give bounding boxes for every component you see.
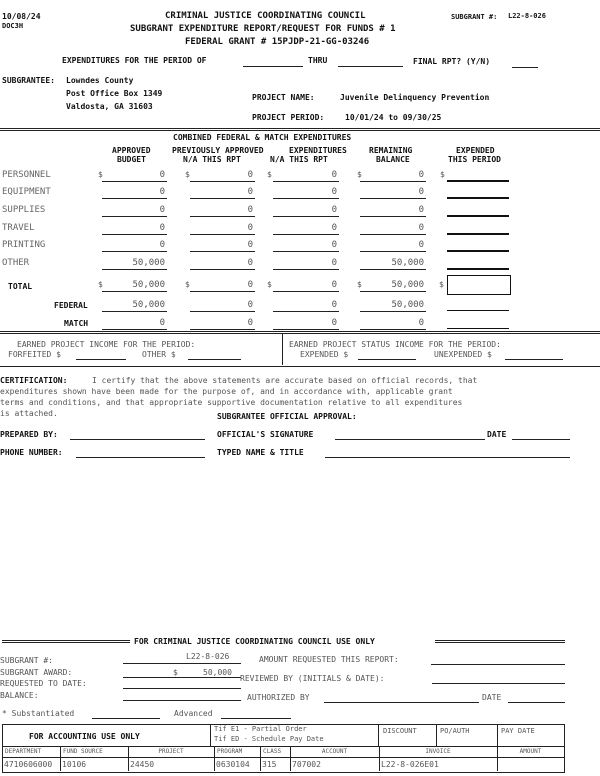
total-cell: 0 (247, 280, 253, 290)
signature-date-field[interactable] (512, 439, 570, 440)
acct-col-divider (290, 746, 291, 771)
reviewed-by-field[interactable] (432, 683, 565, 684)
table-cell: 50,000 (391, 258, 424, 268)
official-approval-label: SUBGRANTEE OFFICIAL APPROVAL: (217, 412, 357, 421)
cell-underline (360, 198, 426, 199)
acct-header: CLASS (263, 748, 282, 755)
cjcc-subgrant-value: L22-8-026 (186, 652, 230, 661)
table-cell: 0 (159, 205, 165, 215)
period-end-field[interactable] (338, 66, 403, 67)
table-section-title: COMBINED FEDERAL & MATCH EXPENDITURES (173, 133, 352, 142)
total-cell: 0 (331, 280, 337, 290)
cell-underline (190, 291, 255, 292)
cell-underline (273, 216, 339, 217)
table-cell: 0 (331, 205, 337, 215)
cell-underline (102, 198, 167, 199)
col-previously-1: PREVIOUSLY APPROVED (172, 146, 264, 155)
phone-number-label: PHONE NUMBER: (0, 448, 63, 457)
currency-sign: $ (98, 280, 103, 289)
federal-cell: 50,000 (391, 300, 424, 310)
table-cell: 0 (418, 205, 424, 215)
cell-underline (190, 234, 255, 235)
acct-col-divider (497, 746, 498, 771)
federal-cell: 50,000 (132, 300, 165, 310)
advanced-field[interactable] (221, 718, 291, 719)
match-cell: 0 (247, 318, 253, 328)
cell-underline (360, 329, 426, 330)
subgrant-label: SUBGRANT #: (451, 13, 498, 21)
expended-income-field[interactable] (358, 359, 416, 360)
currency-sign: $ (267, 170, 272, 179)
match-label: MATCH (64, 319, 89, 328)
acct-value: 315 (262, 760, 277, 769)
cell-underline (273, 329, 339, 330)
cell-underline (360, 269, 426, 270)
total-cell: 50,000 (391, 280, 424, 290)
period-start-field[interactable] (243, 66, 303, 67)
acct-value: 24450 (130, 760, 155, 769)
cjcc-subgrant-line (123, 663, 241, 664)
table-cell: 0 (247, 223, 253, 233)
table-cell: 0 (247, 240, 253, 250)
acct-header-rule (2, 746, 564, 747)
typed-name-field[interactable] (325, 457, 570, 458)
total-cell: 50,000 (132, 280, 165, 290)
federal-label: FEDERAL (54, 301, 88, 310)
currency-sign: $ (267, 280, 272, 289)
certification-label: CERTIFICATION: (0, 376, 68, 385)
table-cell: 0 (159, 187, 165, 197)
earned-income-title: EARNED PROJECT INCOME FOR THE PERIOD: (17, 340, 196, 349)
acct-col-divider (260, 746, 261, 771)
cell-underline (273, 251, 339, 252)
balance-field[interactable] (123, 700, 241, 701)
cell-underline (102, 234, 167, 235)
cell-underline (360, 216, 426, 217)
table-cell: 0 (418, 187, 424, 197)
subgrantee-address1: Post Office Box 1349 (66, 89, 163, 98)
table-cell: 0 (159, 170, 165, 180)
cell-underline (273, 291, 339, 292)
table-cell: 0 (418, 223, 424, 233)
row-label: EQUIPMENT (2, 187, 51, 197)
match-cell: 0 (159, 318, 165, 328)
expended-field[interactable] (447, 233, 509, 235)
certification-line3: terms and conditions, and that appropriate supportive documentation relative to all expenditures (0, 398, 463, 407)
currency-sign: $ (98, 170, 103, 179)
cell-underline (102, 269, 167, 270)
table-cell: 50,000 (132, 258, 165, 268)
expended-field[interactable] (447, 215, 509, 217)
signature-date-label: DATE (487, 430, 507, 439)
authorized-date-field[interactable] (508, 702, 565, 703)
acct-header: PROGRAM (217, 748, 243, 755)
forfeited-field[interactable] (76, 359, 126, 360)
amount-requested-field[interactable] (431, 664, 565, 665)
cell-underline (190, 251, 255, 252)
acct-col-divider (60, 746, 61, 771)
cell-underline (190, 269, 255, 270)
accounting-title: FOR ACCOUNTING USE ONLY (29, 732, 140, 741)
cell-underline (273, 269, 339, 270)
acct-value: 10106 (62, 760, 87, 769)
award-value: 50,000 (203, 668, 232, 677)
table-bottom-rule (0, 331, 600, 334)
expended-field[interactable] (447, 328, 509, 329)
report-date: 10/08/24 (2, 12, 41, 21)
expended-field[interactable] (447, 268, 509, 270)
acct-header: ACCOUNT (321, 748, 348, 755)
table-cell: 0 (247, 187, 253, 197)
cell-underline (102, 311, 167, 312)
acct-value: 707002 (292, 760, 321, 769)
expended-field[interactable] (447, 180, 509, 182)
tif-e1: Tif E1 - Partial Order (214, 725, 307, 733)
cell-underline (360, 311, 426, 312)
cjcc-rule-right (435, 640, 565, 643)
table-cell: 0 (247, 205, 253, 215)
income-bottom-rule (0, 366, 600, 367)
currency-sign: $ (357, 280, 362, 289)
typed-name-label: TYPED NAME & TITLE (217, 448, 304, 457)
table-cell: 0 (418, 240, 424, 250)
expenditures-period-label: EXPENDITURES FOR THE PERIOD OF (62, 56, 207, 65)
currency-sign: $ (185, 170, 190, 179)
federal-grant: FEDERAL GRANT # 15PJDP-21-GG-03246 (185, 37, 370, 47)
acct-value: L22-8-026E01 (381, 760, 439, 769)
cell-underline (273, 234, 339, 235)
acct-header: PROJECT (158, 748, 184, 755)
cell-underline (273, 181, 339, 182)
table-cell: 0 (331, 223, 337, 233)
prepared-by-field[interactable] (70, 439, 205, 440)
substantiated-field[interactable] (92, 718, 160, 719)
match-cell: 0 (418, 318, 424, 328)
income-divider (282, 333, 283, 365)
table-top-rule (0, 128, 600, 131)
cell-underline (102, 216, 167, 217)
row-label: OTHER (2, 258, 30, 268)
other-income-label: OTHER $ (142, 350, 176, 359)
cell-underline (102, 251, 167, 252)
col-expended-1: EXPENDED (456, 146, 495, 155)
cell-underline (360, 251, 426, 252)
official-signature-field[interactable] (335, 439, 485, 440)
acct-header: INVOICE (425, 748, 451, 755)
status-income-title: EARNED PROJECT STATUS INCOME FOR THE PERIOD: (289, 340, 501, 349)
acct-header: FUND SOURCE (63, 748, 103, 755)
award-line (123, 677, 241, 678)
acct-value: 4710606000 (4, 760, 53, 769)
tif-ed: Tif ED - Schedule Pay Date (214, 735, 324, 743)
project-name: Juvenile Delinquency Prevention (340, 93, 490, 102)
col-approved-1: APPROVED (112, 146, 151, 155)
certification-line2: expenditures shown have been made for the purpose of, and in accordance with, applicable grant (0, 387, 453, 396)
match-cell: 0 (331, 318, 337, 328)
acct-col-divider (379, 746, 380, 771)
cjcc-subgrant-label: SUBGRANT #: (0, 656, 53, 665)
federal-cell: 0 (247, 300, 253, 310)
requested-to-date-field[interactable] (123, 688, 241, 689)
table-cell: 0 (159, 223, 165, 233)
expended-field[interactable] (447, 197, 509, 199)
currency-sign: $ (185, 280, 190, 289)
project-period: 10/01/24 to 09/30/25 (345, 113, 442, 122)
expended-label: EXPENDED $ (300, 350, 349, 359)
official-signature-label: OFFICIAL'S SIGNATURE (217, 430, 314, 439)
cell-underline (190, 216, 255, 217)
cell-underline (360, 181, 426, 182)
acct-col-divider (128, 746, 129, 771)
project-name-label: PROJECT NAME: (252, 93, 315, 102)
subgrantee-name: Lowndes County (66, 76, 134, 85)
project-period-label: PROJECT PERIOD: (252, 113, 325, 122)
unexpended-label: UNEXPENDED $ (434, 350, 492, 359)
col-approved-2: BUDGET (117, 155, 146, 164)
acct-divider-c (436, 724, 437, 746)
forfeited-label: FORFEITED $ (8, 350, 61, 359)
cell-underline (102, 291, 167, 292)
cell-underline (190, 181, 255, 182)
reviewed-by-label: REVIEWED BY (INITIALS & DATE): (240, 674, 385, 683)
col-expenditures-2: N/A THIS RPT (270, 155, 328, 164)
total-expended-box[interactable] (447, 275, 511, 295)
currency-sign: $ (439, 280, 444, 289)
balance-label: BALANCE: (0, 691, 39, 700)
report-title: SUBGRANT EXPENDITURE REPORT/REQUEST FOR FUNDS # 1 (130, 24, 396, 34)
table-cell: 0 (331, 187, 337, 197)
expended-field[interactable] (447, 310, 509, 311)
award-currency: $ (173, 668, 178, 677)
cell-underline (190, 311, 255, 312)
cell-underline (273, 311, 339, 312)
acct-divider-b (378, 724, 379, 746)
acct-header: DEPARTMENT (5, 748, 42, 755)
cell-underline (190, 198, 255, 199)
table-cell: 0 (331, 240, 337, 250)
unexpended-income-field[interactable] (505, 359, 563, 360)
pay-date-label: PAY DATE (501, 727, 535, 735)
subgrantee-label: SUBGRANTEE: (2, 76, 55, 85)
po-auth-label: PO/AUTH (440, 727, 470, 735)
certification-line4: is attached. (0, 409, 58, 418)
col-remaining-2: BALANCE (376, 155, 410, 164)
acct-value: 0630104 (216, 760, 250, 769)
phone-number-field[interactable] (76, 457, 205, 458)
cell-underline (360, 291, 426, 292)
subgrant-number: L22-8-026 (508, 12, 546, 20)
amount-requested-label: AMOUNT REQUESTED THIS REPORT: (259, 655, 399, 664)
table-cell: 0 (247, 170, 253, 180)
authorized-date-label: DATE (482, 693, 502, 702)
doc-code: DOC3H (2, 22, 24, 30)
cell-underline (273, 198, 339, 199)
acct-value-rule (2, 757, 564, 758)
subgrant-award-label: SUBGRANT AWARD: (0, 668, 73, 677)
other-income-field[interactable] (188, 359, 241, 360)
currency-sign: $ (357, 170, 362, 179)
acct-header: AMOUNT (519, 748, 542, 755)
final-report-label: FINAL RPT? (Y/N) (413, 57, 491, 66)
acct-divider-d (497, 724, 498, 746)
authorized-by-label: AUTHORIZED BY (247, 693, 310, 702)
currency-sign: $ (440, 170, 445, 179)
advanced-label: Advanced (174, 709, 213, 718)
cell-underline (102, 181, 167, 182)
cjcc-rule-left (2, 640, 130, 643)
federal-cell: 0 (331, 300, 337, 310)
cjcc-use-title: FOR CRIMINAL JUSTICE COORDINATING COUNCIL USE ONLY (134, 637, 375, 646)
acct-divider-a (210, 724, 211, 746)
subgrantee-address2: Valdosta, GA 31603 (66, 102, 153, 111)
row-label: PERSONNEL (2, 170, 51, 180)
total-label: TOTAL (8, 282, 33, 291)
cell-underline (190, 329, 255, 330)
thru-label: THRU (308, 56, 328, 65)
row-label: SUPPLIES (2, 205, 46, 215)
discount-label: DISCOUNT (383, 727, 417, 735)
col-remaining-1: REMAINING (369, 146, 413, 155)
acct-col-divider (214, 746, 215, 771)
final-report-field[interactable] (512, 67, 538, 68)
authorized-by-field[interactable] (324, 702, 479, 703)
requested-to-date-label: REQUESTED TO DATE: (0, 679, 87, 688)
row-label: PRINTING (2, 240, 46, 250)
col-expended-2: THIS PERIOD (448, 155, 501, 164)
table-cell: 0 (331, 170, 337, 180)
col-previously-2: N/A THIS RPT (183, 155, 241, 164)
council-title: CRIMINAL JUSTICE COORDINATING COUNCIL (165, 11, 366, 21)
cell-underline (102, 329, 167, 330)
row-label: TRAVEL (2, 223, 35, 233)
substantiated-label: * Substantiated (2, 709, 75, 718)
table-cell: 0 (331, 258, 337, 268)
expended-field[interactable] (447, 250, 509, 252)
col-expenditures-1: EXPENDITURES (289, 146, 347, 155)
table-cell: 0 (418, 170, 424, 180)
certification-line1: I certify that the above statements are accurate based on official records, that (92, 376, 478, 385)
cell-underline (360, 234, 426, 235)
table-cell: 0 (159, 240, 165, 250)
table-cell: 0 (247, 258, 253, 268)
prepared-by-label: PREPARED BY: (0, 430, 58, 439)
